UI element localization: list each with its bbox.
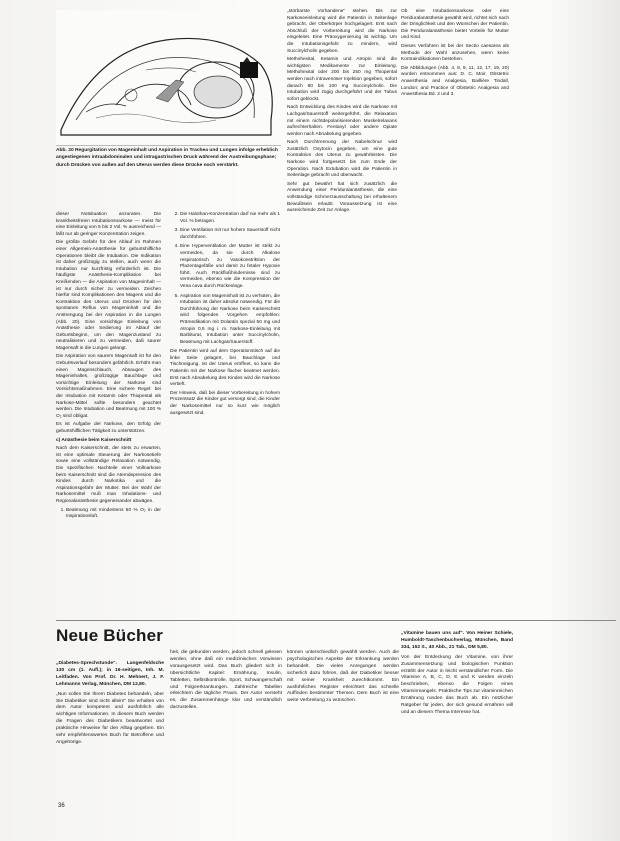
paragraph: Der Hinweis, daß bei dieser Vorbereitung in hohem Prozentsatz die Kinder gut versorgt sind, die Kinder der Narkosemittel nur so kurz wie möglich ausgesetzt sind. bbox=[170, 390, 280, 416]
text-column-2 bbox=[170, 212, 280, 419]
book-heading: „Diabetes-Sprechstunde“. Langenfeldsche 130 cm (1. Aufl.); in 16-seitigen, Inh. M. Leitfaden. Von Prof. Dr. H. Mehnert, J. F. Lehmanns Verlag, München, DM 12,80. bbox=[56, 661, 164, 687]
paragraph: Methohexital, Ketamin und Atropin sind die wichtigsten Medikamente zur Einleitung. Methohexital oder 200 bis 250 mg Thiopental werden nach intravenöser Injektion gegeben, sofort danach 80 bis 100 mg Succinylcholin. Die Intubation wird zügig durchgeführt und der Tubus sofort geblockt. bbox=[287, 57, 397, 102]
text-column-1 bbox=[56, 212, 161, 524]
subheading: c) Anästhesie beim Kaiserschnitt bbox=[56, 437, 132, 443]
section-title: Neue Bücher bbox=[56, 626, 164, 645]
paragraph: Dieses Verfahren ist bei der Sectio caesarea als Methode der Wahl anzusehen, wenn keine Kontraindikationen bestehen. bbox=[401, 43, 509, 63]
book-review-text: „Nun sollen Sie Ihrem Diabetes behandeln, aber Sie Diabetiker sind nicht allein!“ Sie erhalten von dem Autor kompetent und ausführlich alle wichtigen Informationen. In diesem Buch werden die Fragen des Diabetikers beantwortet und praktische Hinweise für den Alltag gegeben. Ein sehr empfehlenswertes Buch für Betroffene und Angehörige. bbox=[56, 691, 164, 745]
paragraph: Ob eine Intubationsnarkose oder eine Periduralanästhesie gewählt wird, richtet sich nach der Dringlichkeit und den Wünschen der Patientin. Die Periduralanästhesie bietet Vorteile für Mutter und Kind. bbox=[401, 9, 509, 41]
book-review-text: können unterschiedlich gewählt werden. Auch die psychologischen Aspekte der Erkrankung werden behandelt. Die vielen Anregungen werden sicherlich dazu führen, daß der Diabetiker besser mit seiner Krankheit zurechtkommt. Ein ausführliches Register erleichtert das schnelle Auffinden bestimmter Themen. Dem Buch ist eine weite Verbreitung zu wünschen. bbox=[287, 650, 399, 704]
book-review-column-2 bbox=[170, 650, 282, 712]
paragraph: „störbarste Vorhandene“ stehen. Bis zur Narkoseeinleitung wird die Patientin in Seitenlage gebracht, der Oberkörper hochgelagert. Erst nach Abschluß der Vorbereitung wird die Narkose eingeleitet. Eine Präoxygenierung ist wichtig. Um die Intubationsgefahr zu mindern, wird Succinylcholin gegeben. bbox=[287, 9, 397, 54]
list-item: 5. Aspiration von Mageninhalt ist zu verhüten, die Intubation ist daher absolut notwendig. Für die Durchführung der Narkose beim Kaiserschnitt wird folgendes Vorgehen empfohlen: Prämedikation mit Dolantin spezial 50 mg und Atropin 0,5 mg i. m. Narkose-Einleitung mit Barbiturat, Intubation unter Succinylcholin, Beatmung mit Lachgas/Sauerstoff. bbox=[180, 294, 280, 347]
list-item: 2. Die Halothan-Konzentration darf nie mehr als 1 Vol. % betragen. bbox=[180, 212, 280, 225]
paragraph: Es ist Aufgabe der Narkose, den Erfolg der geburtshilflichen Tätigkeit zu unterstützen. bbox=[56, 422, 161, 434]
paragraph: dieser Notsituation anzuraten. Die krankheitsfreien Intubationsnarkose — meist für eine Einleitung von 5 bis 2 Vol. % ausreichend — läßt nur ab geringer Konzentration zeigen. bbox=[56, 212, 161, 237]
paragraph: Nach dem Kaiserschnitt, der stets zu erwarten, ist eine optimale Steuerung der Narkosetiefe sowie eine vollständige Relaxation notwendig. Die spezifischen Nachteile einer Vollnarkose beim Kaiserschnitt sind die Atemdepression des Kindes durch Narkotika und die Aspirationsgefahr der Mutter. Bei der Wahl der Narkosemittel muß man Inhalations- und Regionalanästhesie gegeneinander abwägen. bbox=[56, 446, 161, 504]
paragraph: Sehr gut bewährt hat sich zusätzlich die Anwendung einer Periduralanästhesie, die eine vollständige Schmerzausschaltung bei erhaltenem Bewußtsein erlaubt. Voraussetzung ist eine ausreichende Zeit zur Anlage. bbox=[287, 181, 397, 214]
figure-caption: Abb. 20 Regurgitation von Mageninhalt und Aspiration in Trachea und Lungen infolge erheblich angestiegenen intraabdominalen und intragastrischen Druck während der Austreibungsphase; durch Drücken von außen auf den Uterus werden diese Drücke noch verstärkt. bbox=[56, 148, 278, 168]
paragraph: Die größte Gefahr für den Ablauf im Rahmen einer Allgemein-Anästhesie für geburtshilfliche Operationen bleibt die Intubation. Die Indikation ist daher großzügig zu stellen, auch wenn die Intubation nur kurzfristig erforderlich ist. Die häufigste Anästhesie-Komplikation bei Kreißenden — die Aspiration von Mageninhalt — ist nur durch sicher zu vermeiden. Zeichen hierfür sind Komplikationen des Magens und die Kontraktion des Uterus und Drücken für den spontanen Reflux von Mageninhalt und die Anstrengung bei der Aspiration in die Lungen (Abb. 20). Eine vorsichtige Einleitung von Anästhesie oder Sedierung im Ablauf der Geburtsbeginn, um den Magenzustand zu neutralisieren und zu vermeiden, daß saurer Magensaft in die Lungen gelangt. bbox=[56, 240, 161, 351]
book-review-column-1 bbox=[56, 661, 164, 747]
book-review-text: Von der Entdeckung der Vitamine, von ihrer Zusammensetzung und biologischen Funktion erzählt der Autor in leicht verständlicher Form. Die Vitamine A, B, C, D, E und K werden einzeln beschrieben, ebenso die Folgen eines Vitaminmangels. Praktische Tips zur vitaminreichen Ernährung runden das Buch ab. Ein nützlicher Ratgeber für jeden, der sich gesund ernähren will und an diesem Thema Interesse hat. bbox=[401, 654, 513, 715]
book-review-column-3 bbox=[287, 650, 399, 705]
paragraph: Nach Entwicklung des Kindes wird die Narkose mit Lachgas/Sauerstoff weitergeführt, die Relaxation mit einem nichtdepolarisierenden Muskelrelaxans aufrechterhalten. Fentanyl oder andere Opiate werden nach Abnabelung gegeben. bbox=[287, 105, 397, 137]
list-item: 1. Beatmung mit mindestens 50 % O₂ in der Inspirationsluft. bbox=[66, 508, 161, 521]
book-review-text: heit, die gebunden werden, jedoch schnell gelesen werden, ohne daß ein medizinisches Vorwissen vorausgesetzt wird. Das Buch gliedert sich in übersichtliche Kapitel: Ernährung, Insulin, Tabletten, Selbstkontrolle, Sport, Schwangerschaft und Folgeerkrankungen. Zahlreiche Tabellen erleichtern die tägliche Praxis. Der Autor versteht es, die Zusammenhänge klar und verständlich darzustellen. bbox=[170, 650, 282, 711]
section-divider bbox=[56, 620, 616, 621]
text-column-3 bbox=[287, 9, 397, 217]
text-column-4 bbox=[401, 9, 619, 101]
page-number: 36 bbox=[58, 803, 65, 809]
list-item: 4. Eine Hyperventilation der Mutter ist strikt zu vermeiden, da sie durch Alkalose respiratorisch zu Vasokonstriktion der Plazentagefäße und damit zu fetaler Hypoxie führt. Auch Rückflußhindernisse sind zu vermeiden, ebenso wie die Kompression der Vena cava durch Rückenlage. bbox=[180, 244, 280, 290]
book-heading: „Vitamine bauen uns auf“. Von Heiner Schiele, Humboldt-Taschenbuchverlag, München, Band 334, 152 S., 40 Abb., 21 Tab., DM 5,80. bbox=[401, 631, 513, 650]
book-review-column-4 bbox=[401, 631, 551, 717]
paragraph: Die Aspiration von saurem Magensaft ist für den Geburtsverlauf besonders gefährlich. Erhöht man einen Magenschlauch, Absaugen des Mageninhaltes, großzügige Bauchlage und vorsichtige Einleitung der Narkose sind Vorsichtsmaßnahmen. Eine sichere Regel: bei der Intubation mit Ketamin oder Thiopental als Narkose-Mittel sollte besonders geachtet werden. Die Intubation und Beatmung mit 100 % O₂ sind obligat. bbox=[56, 354, 161, 419]
anatomy-figure bbox=[56, 10, 281, 146]
list-item: 3. Eine Ventilation mit nur hohem Sauerstoff nicht durchführen. bbox=[180, 228, 280, 241]
arrow-marker-icon bbox=[240, 62, 258, 78]
paragraph: Nach Durchtrennung der Nabelschnur wird zusätzlich Oxytocin gegeben, um eine gute Kontraktion des Uterus zu gewährleisten. Die Narkose wird fortgesetzt bis zum Ende der Operation. Nach Extubation wird die Patientin in Seitenlage gebracht und überwacht. bbox=[287, 140, 397, 179]
paragraph: Die Abbildungen (Abb. 4, 8, 9, 11, 12, 17, 19, 20) wurden entnommen aus: D. C. Moir, Obstetric Anaesthesia and Analgesia, Baillière Tindall, London; and Practice of Obstetric Analgesia and Anaesthesia Bd. 2 und 3. bbox=[401, 65, 509, 98]
paragraph: Die Patientin wird auf dem Operationstisch auf die linke Seite gelagert, bei Bauchlage und Tischneigung. Ist der Uterus eröffnet, so kann die Patientin mit der Narkose flacher beatmet werden. Erst nach Abnabelung des Kindes wird die Narkose vertieft. bbox=[170, 349, 280, 388]
